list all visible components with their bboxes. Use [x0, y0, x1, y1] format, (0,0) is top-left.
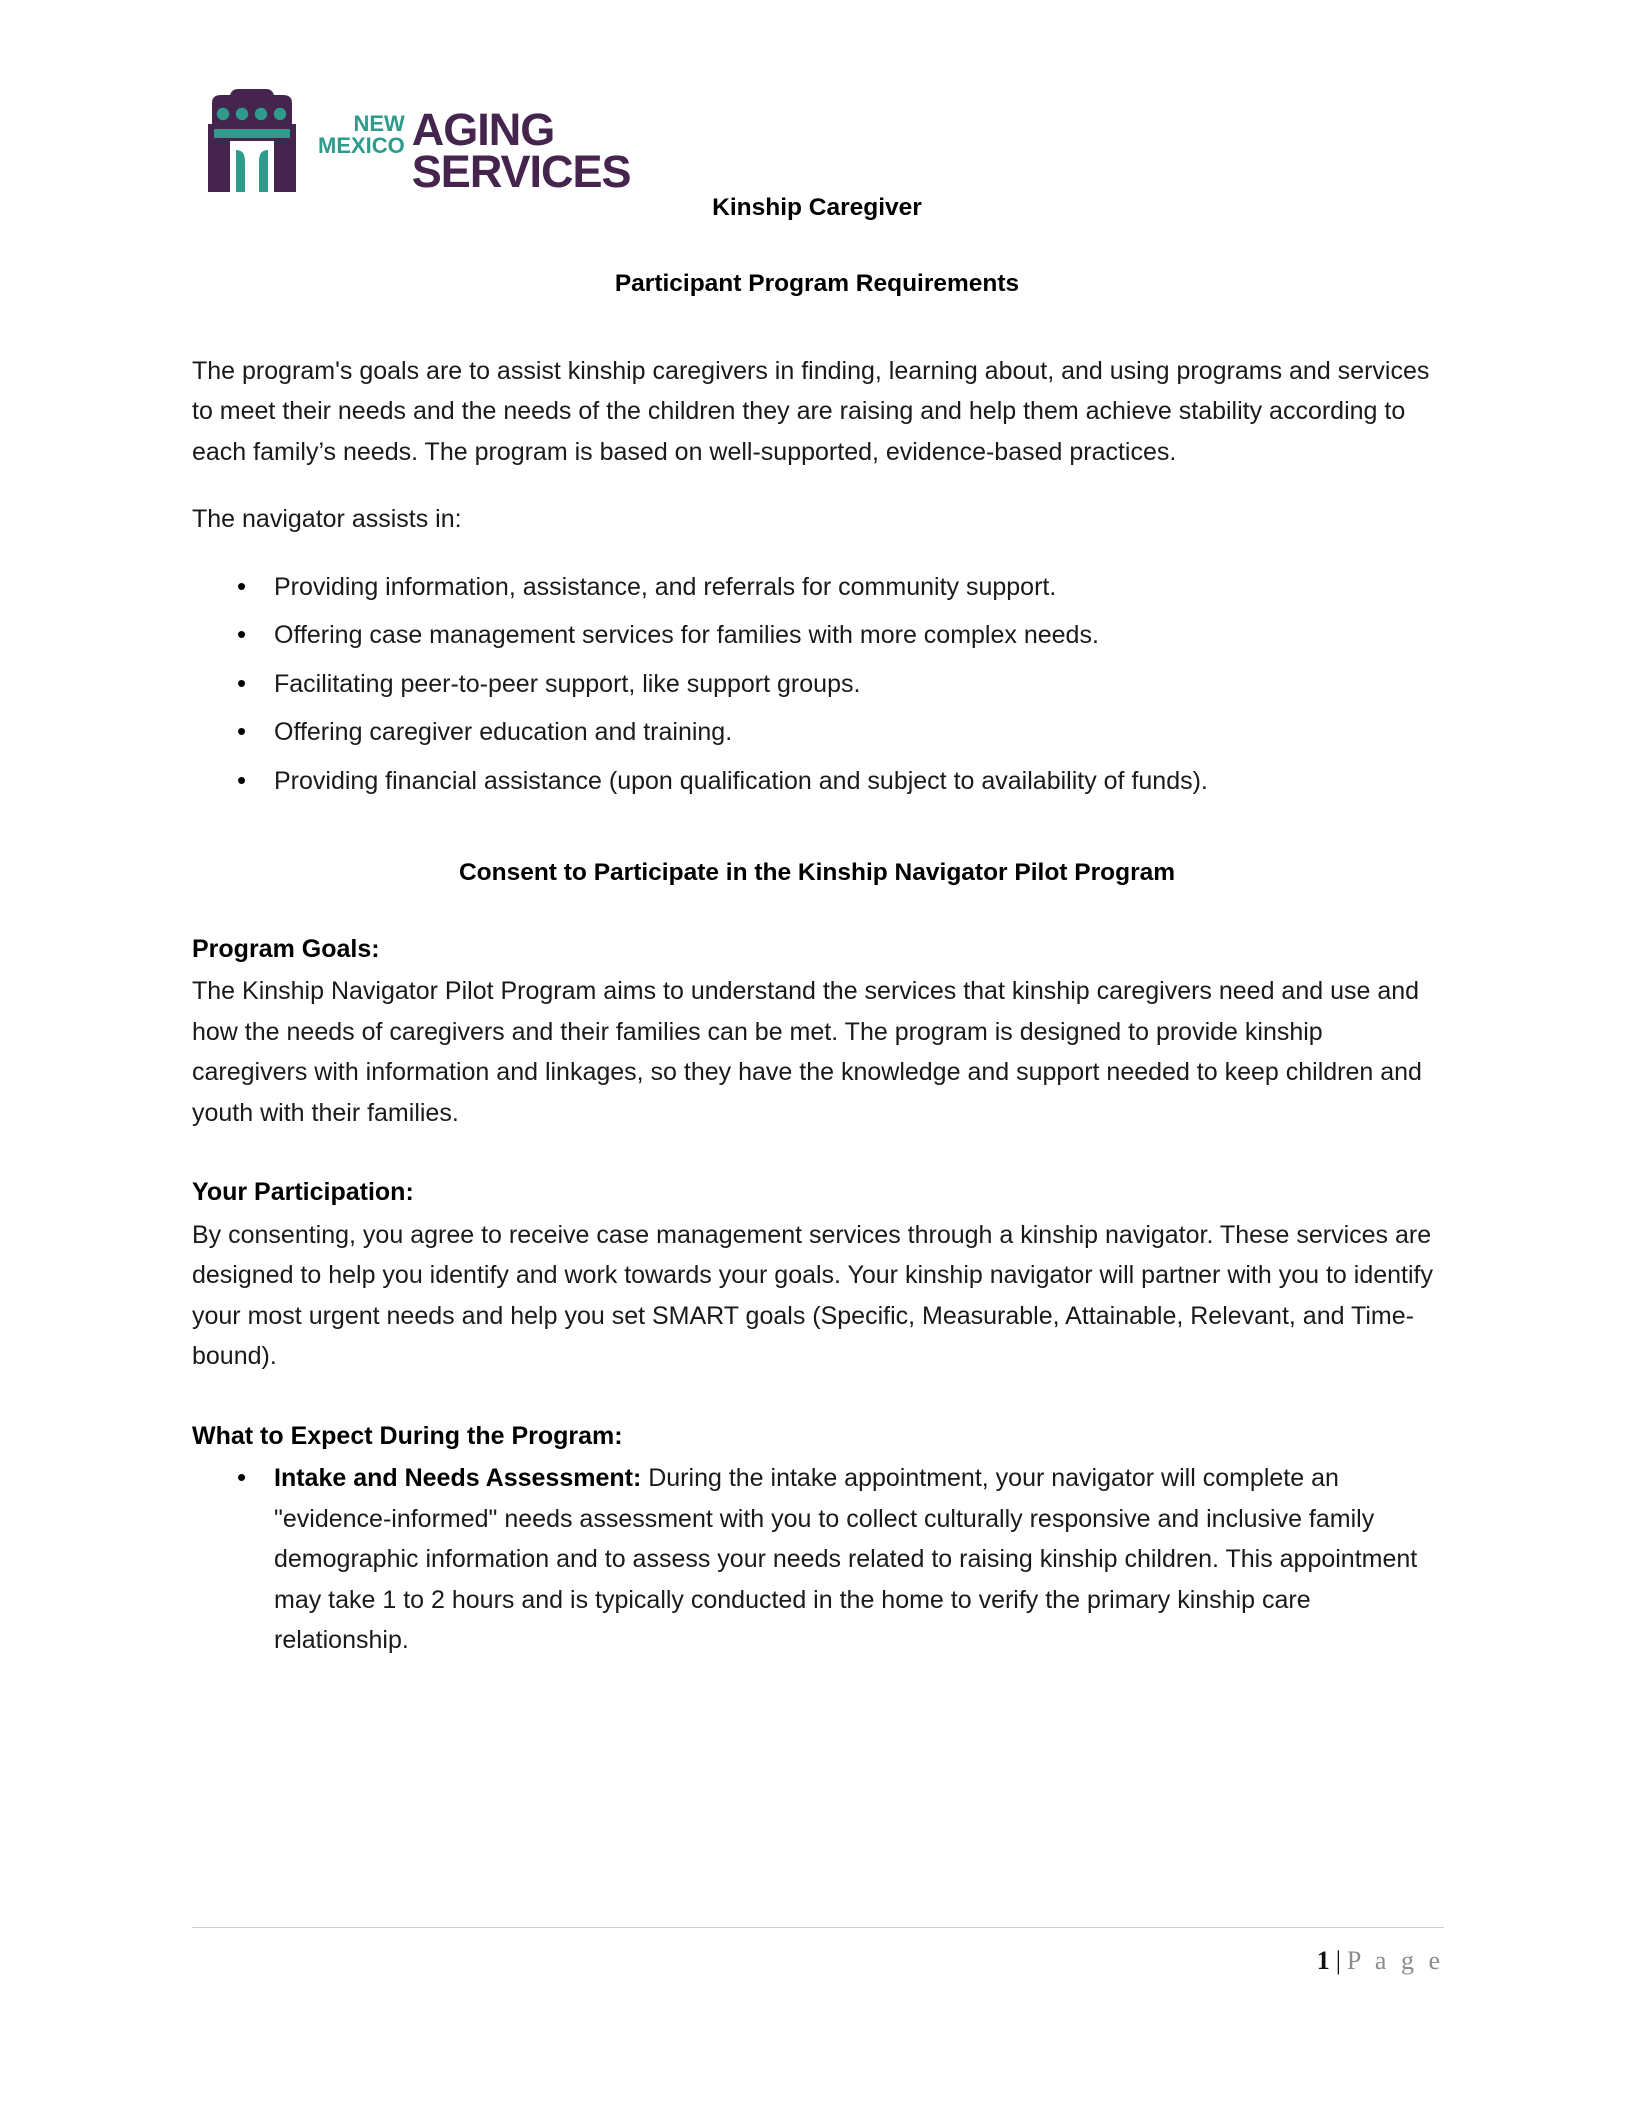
logo-state-name [318, 109, 405, 157]
logo-lintel-bar [214, 129, 290, 138]
logo-org-name [411, 104, 631, 197]
footer-page-number: 1 [1316, 1946, 1330, 1975]
program-goals-paragraph: The Kinship Navigator Pilot Program aims to understand the services that kinship caregivers need and use and how the needs of caregivers and their families can be met. The program is designed to provide kinship caregivers with information and linkages, so they have the knowledge and support needed to keep children and youth with their families. [192, 977, 1422, 1127]
page-footer [192, 1946, 1444, 1976]
list-item: • Offering caregiver education and training. [192, 712, 1442, 753]
logo-dot-4 [274, 108, 286, 120]
logo-text-aging: AGING [411, 104, 555, 156]
expectations-bullet-list [192, 1458, 1442, 1661]
list-item: • Facilitating peer-to-peer support, like support groups. [192, 664, 1442, 705]
list-item: • Offering case management services for families with more complex needs. [192, 615, 1442, 656]
logo-text-new: NEW [353, 111, 405, 137]
footer-page-label: P a g e [1346, 1946, 1444, 1975]
logo-dot-2 [236, 108, 248, 120]
what-to-expect-heading: What to Expect During the Program: [192, 1421, 623, 1450]
consent-section-title: Consent to Participate in the Kinship Navigator Pilot Program [458, 859, 1176, 886]
section-spacer [192, 1404, 1442, 1418]
navigator-bullet-list [192, 567, 1442, 802]
list-item-text: During the intake appointment, your navigator will complete an "evidence-informed" needs assessment with you to collect culturally responsive and inclusive family demographic information and to assess your needs related to raising kinship children. This appointment may take 1 to 2 hours and is typically conducted in the home to verify the primary kinship care relationship. [274, 1464, 1418, 1655]
logo-text-mexico: MEXICO [318, 133, 405, 159]
navigator-lead-in: The navigator assists in: [192, 505, 462, 533]
logo-door-left [236, 150, 245, 192]
page-title: Kinship Caregiver [712, 194, 922, 221]
section-spacer [192, 1160, 1442, 1174]
your-participation-paragraph: By consenting, you agree to receive case management services through a kinship navigator. These services are designed to help you identify and work towards your goals. Your kinship navigator will partner with you to identify your most urgent needs and help you set SMART goals (Specific, Measurable, Attainable, Relevant, and Time-bound). [192, 1220, 1433, 1371]
logo-door-right [259, 150, 268, 192]
footer-separator: | [1335, 1946, 1341, 1975]
list-item-label: Intake and Needs Assessment: [274, 1464, 642, 1493]
adobe-building-icon [196, 86, 308, 194]
section-spacer [192, 809, 1442, 855]
list-item: • Providing financial assistance (upon qualification and subject to availability of funds). [192, 761, 1442, 802]
logo-dot-1 [217, 108, 229, 120]
list-item [192, 1458, 1442, 1661]
your-participation-heading: Your Participation: [192, 1178, 414, 1207]
logo-text-services: SERVICES [411, 145, 631, 197]
organization-logo [196, 86, 631, 197]
list-item: • Providing information, assistance, and referrals for community support. [192, 567, 1442, 608]
document-content [192, 190, 1442, 1661]
page-subtitle: Participant Program Requirements [614, 269, 1020, 297]
logo-dot-3 [255, 108, 267, 120]
footer-divider [192, 1927, 1444, 1928]
logo-wordmark [318, 104, 631, 197]
program-goals-heading: Program Goals: [192, 934, 380, 963]
intro-paragraph: The program's goals are to assist kinship caregivers in finding, learning about, and using programs and services to meet their needs and the needs of the children they are raising and help them achieve stability according to each family’s needs. The program is based on well-supported, evidence-based practices. [192, 356, 1430, 466]
